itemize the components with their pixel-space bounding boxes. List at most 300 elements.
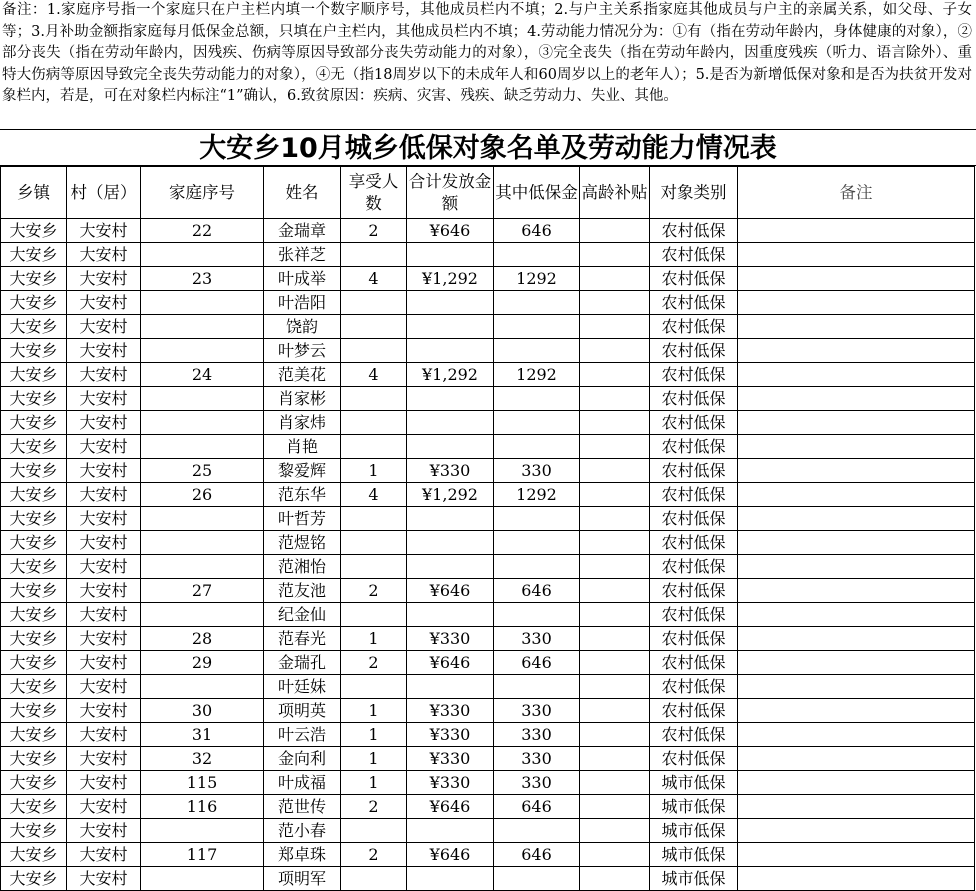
cell-town: 大安乡 (1, 483, 67, 507)
cell-category: 城市低保 (650, 771, 738, 795)
header-name: 姓名 (264, 167, 341, 219)
table-row (1, 267, 975, 291)
cell-dibao (494, 531, 580, 555)
header-town: 乡镇 (1, 167, 67, 219)
cell-elderly (580, 627, 650, 651)
table-row (1, 627, 975, 651)
cell-family-no (141, 387, 264, 411)
cell-dibao: 646 (494, 795, 580, 819)
cell-village: 大安村 (67, 771, 141, 795)
header-members: 享受人数 (341, 167, 407, 219)
table-row (1, 555, 975, 579)
cell-dibao: 1292 (494, 363, 580, 387)
table-row (1, 603, 975, 627)
table-row (1, 843, 975, 867)
cell-members (341, 243, 407, 267)
cell-members: 1 (341, 771, 407, 795)
cell-elderly (580, 699, 650, 723)
cell-category: 农村低保 (650, 483, 738, 507)
cell-family-no: 28 (141, 627, 264, 651)
cell-members: 2 (341, 795, 407, 819)
cell-village: 大安村 (67, 507, 141, 531)
cell-village: 大安村 (67, 627, 141, 651)
cell-name: 黎爱辉 (264, 459, 341, 483)
cell-members: 2 (341, 219, 407, 243)
cell-members: 1 (341, 747, 407, 771)
cell-village: 大安村 (67, 411, 141, 435)
cell-village: 大安村 (67, 747, 141, 771)
cell-village: 大安村 (67, 555, 141, 579)
cell-family-no (141, 315, 264, 339)
cell-members (341, 555, 407, 579)
header-category: 对象类别 (650, 167, 738, 219)
cell-remark (738, 819, 975, 843)
cell-category: 农村低保 (650, 627, 738, 651)
cell-town: 大安乡 (1, 219, 67, 243)
cell-dibao: 646 (494, 651, 580, 675)
cell-total (407, 507, 494, 531)
cell-category: 城市低保 (650, 843, 738, 867)
cell-family-no (141, 531, 264, 555)
cell-total: ¥330 (407, 627, 494, 651)
cell-total: ¥330 (407, 747, 494, 771)
cell-dibao: 330 (494, 747, 580, 771)
cell-dibao: 330 (494, 771, 580, 795)
cell-remark (738, 339, 975, 363)
cell-village: 大安村 (67, 675, 141, 699)
cell-village: 大安村 (67, 867, 141, 891)
cell-family-no: 25 (141, 459, 264, 483)
cell-town: 大安乡 (1, 459, 67, 483)
table-row (1, 507, 975, 531)
cell-family-no (141, 339, 264, 363)
cell-category: 城市低保 (650, 795, 738, 819)
cell-name: 肖家炜 (264, 411, 341, 435)
cell-town: 大安乡 (1, 339, 67, 363)
cell-total (407, 315, 494, 339)
cell-name: 叶浩阳 (264, 291, 341, 315)
cell-elderly (580, 819, 650, 843)
cell-dibao (494, 867, 580, 891)
cell-category: 农村低保 (650, 219, 738, 243)
cell-total (407, 435, 494, 459)
cell-members (341, 603, 407, 627)
cell-total: ¥1,292 (407, 267, 494, 291)
table-row (1, 387, 975, 411)
cell-town: 大安乡 (1, 747, 67, 771)
cell-remark (738, 867, 975, 891)
cell-family-no: 23 (141, 267, 264, 291)
cell-remark (738, 291, 975, 315)
cell-total: ¥330 (407, 771, 494, 795)
cell-elderly (580, 243, 650, 267)
cell-town: 大安乡 (1, 795, 67, 819)
cell-village: 大安村 (67, 483, 141, 507)
cell-town: 大安乡 (1, 411, 67, 435)
cell-category: 农村低保 (650, 723, 738, 747)
cell-dibao (494, 603, 580, 627)
cell-town: 大安乡 (1, 435, 67, 459)
table-row (1, 723, 975, 747)
cell-elderly (580, 795, 650, 819)
cell-town: 大安乡 (1, 603, 67, 627)
cell-members: 2 (341, 843, 407, 867)
cell-remark (738, 267, 975, 291)
cell-remark (738, 219, 975, 243)
cell-village: 大安村 (67, 339, 141, 363)
cell-town: 大安乡 (1, 699, 67, 723)
table-row (1, 579, 975, 603)
cell-dibao: 646 (494, 843, 580, 867)
cell-name: 范春光 (264, 627, 341, 651)
cell-remark (738, 315, 975, 339)
cell-remark (738, 723, 975, 747)
table-row (1, 795, 975, 819)
cell-elderly (580, 723, 650, 747)
cell-category: 农村低保 (650, 387, 738, 411)
cell-members (341, 387, 407, 411)
cell-category: 农村低保 (650, 363, 738, 387)
cell-name: 范友池 (264, 579, 341, 603)
table-row (1, 219, 975, 243)
cell-remark (738, 771, 975, 795)
cell-dibao (494, 819, 580, 843)
cell-members: 1 (341, 723, 407, 747)
header-dibao: 其中低保金 (494, 167, 580, 219)
cell-town: 大安乡 (1, 291, 67, 315)
cell-village: 大安村 (67, 267, 141, 291)
cell-dibao (494, 555, 580, 579)
header-remark: 备注 (738, 167, 975, 219)
cell-dibao (494, 315, 580, 339)
cell-name: 范美花 (264, 363, 341, 387)
cell-elderly (580, 651, 650, 675)
table-row (1, 483, 975, 507)
cell-family-no (141, 243, 264, 267)
cell-name: 范小春 (264, 819, 341, 843)
roster-table (0, 166, 975, 891)
cell-category: 农村低保 (650, 603, 738, 627)
cell-remark (738, 747, 975, 771)
cell-town: 大安乡 (1, 267, 67, 291)
cell-dibao: 1292 (494, 483, 580, 507)
cell-dibao (494, 291, 580, 315)
table-row (1, 339, 975, 363)
header-family-no: 家庭序号 (141, 167, 264, 219)
cell-members (341, 507, 407, 531)
table-row (1, 651, 975, 675)
table-row (1, 819, 975, 843)
cell-elderly (580, 603, 650, 627)
cell-village: 大安村 (67, 651, 141, 675)
cell-category: 城市低保 (650, 867, 738, 891)
cell-total: ¥1,292 (407, 363, 494, 387)
cell-remark (738, 363, 975, 387)
cell-dibao: 330 (494, 723, 580, 747)
cell-name: 张祥芝 (264, 243, 341, 267)
cell-village: 大安村 (67, 531, 141, 555)
cell-members (341, 819, 407, 843)
cell-dibao (494, 435, 580, 459)
table-row (1, 747, 975, 771)
cell-total: ¥646 (407, 579, 494, 603)
cell-family-no: 117 (141, 843, 264, 867)
cell-remark (738, 627, 975, 651)
cell-dibao: 330 (494, 459, 580, 483)
cell-family-no (141, 507, 264, 531)
cell-family-no (141, 675, 264, 699)
cell-elderly (580, 675, 650, 699)
cell-category: 农村低保 (650, 651, 738, 675)
cell-name: 郑卓珠 (264, 843, 341, 867)
cell-members: 2 (341, 651, 407, 675)
cell-members: 1 (341, 459, 407, 483)
cell-category: 城市低保 (650, 819, 738, 843)
cell-elderly (580, 387, 650, 411)
cell-elderly (580, 291, 650, 315)
cell-elderly (580, 579, 650, 603)
cell-remark (738, 795, 975, 819)
header-row (1, 167, 975, 219)
cell-total (407, 531, 494, 555)
cell-category: 农村低保 (650, 675, 738, 699)
cell-village: 大安村 (67, 291, 141, 315)
cell-remark (738, 843, 975, 867)
cell-dibao (494, 243, 580, 267)
cell-total: ¥646 (407, 843, 494, 867)
cell-category: 农村低保 (650, 507, 738, 531)
cell-remark (738, 651, 975, 675)
page-title: 大安乡10月城乡低保对象名单及劳动能力情况表 (0, 129, 976, 166)
cell-remark (738, 243, 975, 267)
cell-remark (738, 507, 975, 531)
cell-total (407, 603, 494, 627)
cell-village: 大安村 (67, 795, 141, 819)
cell-village: 大安村 (67, 699, 141, 723)
cell-town: 大安乡 (1, 651, 67, 675)
cell-family-no: 27 (141, 579, 264, 603)
cell-name: 金瑞章 (264, 219, 341, 243)
cell-family-no (141, 819, 264, 843)
cell-town: 大安乡 (1, 507, 67, 531)
cell-town: 大安乡 (1, 555, 67, 579)
cell-village: 大安村 (67, 387, 141, 411)
cell-name: 项明英 (264, 699, 341, 723)
cell-town: 大安乡 (1, 387, 67, 411)
cell-category: 农村低保 (650, 243, 738, 267)
table-row (1, 243, 975, 267)
cell-category: 农村低保 (650, 747, 738, 771)
cell-town: 大安乡 (1, 675, 67, 699)
cell-town: 大安乡 (1, 531, 67, 555)
cell-town: 大安乡 (1, 579, 67, 603)
cell-family-no (141, 867, 264, 891)
cell-total: ¥330 (407, 723, 494, 747)
cell-family-no: 22 (141, 219, 264, 243)
cell-members (341, 675, 407, 699)
cell-family-no: 116 (141, 795, 264, 819)
cell-town: 大安乡 (1, 243, 67, 267)
table-row (1, 531, 975, 555)
cell-members: 2 (341, 579, 407, 603)
table-row (1, 699, 975, 723)
table-body (1, 219, 975, 891)
cell-category: 农村低保 (650, 579, 738, 603)
cell-category: 农村低保 (650, 315, 738, 339)
cell-name: 叶哲芳 (264, 507, 341, 531)
cell-family-no (141, 291, 264, 315)
cell-name: 金向利 (264, 747, 341, 771)
cell-total: ¥646 (407, 651, 494, 675)
cell-category: 农村低保 (650, 699, 738, 723)
cell-elderly (580, 315, 650, 339)
table-row (1, 771, 975, 795)
cell-name: 金瑞孔 (264, 651, 341, 675)
cell-family-no (141, 555, 264, 579)
cell-name: 叶成福 (264, 771, 341, 795)
table-row (1, 435, 975, 459)
cell-members (341, 531, 407, 555)
cell-category: 农村低保 (650, 555, 738, 579)
cell-total (407, 555, 494, 579)
cell-elderly (580, 435, 650, 459)
cell-name: 范湘怡 (264, 555, 341, 579)
cell-dibao (494, 675, 580, 699)
cell-village: 大安村 (67, 315, 141, 339)
cell-family-no: 24 (141, 363, 264, 387)
cell-town: 大安乡 (1, 363, 67, 387)
cell-total (407, 819, 494, 843)
cell-family-no: 26 (141, 483, 264, 507)
cell-family-no: 29 (141, 651, 264, 675)
cell-remark (738, 579, 975, 603)
cell-dibao: 646 (494, 219, 580, 243)
cell-dibao (494, 507, 580, 531)
cell-total (407, 243, 494, 267)
cell-name: 纪金仙 (264, 603, 341, 627)
cell-elderly (580, 507, 650, 531)
cell-members (341, 435, 407, 459)
cell-village: 大安村 (67, 459, 141, 483)
cell-remark (738, 459, 975, 483)
cell-elderly (580, 363, 650, 387)
cell-total (407, 411, 494, 435)
note-text: 备注：1.家庭序号指一个家庭只在户主栏内填一个数字顺序号，其他成员栏内不填；2.与户主关系指家庭其他成员与户主的亲属关系，如父母、子女等；3.月补助金额指家庭每月低保金总额，只填在户主栏内，其他成员栏内不填；4.劳动能力情况分为：①有（指在劳动年龄内，身体健康的对象），②部分丧失（指在劳动年龄内，因残疾、伤病等原因导致部分丧失劳动能力的对象），③完全丧失（指在劳动年龄内，因重度残疾（听力、语言除外）、重特大伤病等原因导致完全丧失劳动能力的对象），④无（指18周岁以下的未成年人和60周岁以上的老年人）；5.是否为新增低保对象和是否为扶贫开发对象栏内，若是，可在对象栏内标注“1”确认，6.致贫原因：疾病、灾害、残疾、缺乏劳动力、失业、其他。 (2, 2, 972, 104)
cell-remark (738, 603, 975, 627)
cell-village: 大安村 (67, 579, 141, 603)
cell-family-no: 115 (141, 771, 264, 795)
table-row (1, 867, 975, 891)
cell-village: 大安村 (67, 819, 141, 843)
cell-total (407, 867, 494, 891)
cell-category: 农村低保 (650, 339, 738, 363)
header-total: 合计发放金额 (407, 167, 494, 219)
cell-total (407, 675, 494, 699)
cell-members (341, 867, 407, 891)
cell-elderly (580, 747, 650, 771)
cell-elderly (580, 267, 650, 291)
table-row (1, 411, 975, 435)
cell-dibao: 330 (494, 699, 580, 723)
cell-category: 农村低保 (650, 411, 738, 435)
cell-remark (738, 675, 975, 699)
cell-village: 大安村 (67, 603, 141, 627)
table-row (1, 459, 975, 483)
cell-family-no (141, 435, 264, 459)
cell-dibao: 646 (494, 579, 580, 603)
cell-name: 叶云浩 (264, 723, 341, 747)
header-village: 村（居） (67, 167, 141, 219)
cell-town: 大安乡 (1, 315, 67, 339)
cell-dibao: 1292 (494, 267, 580, 291)
cell-category: 农村低保 (650, 459, 738, 483)
cell-members: 4 (341, 363, 407, 387)
cell-town: 大安乡 (1, 819, 67, 843)
cell-category: 农村低保 (650, 291, 738, 315)
cell-members (341, 339, 407, 363)
cell-elderly (580, 411, 650, 435)
cell-elderly (580, 531, 650, 555)
cell-elderly (580, 483, 650, 507)
cell-total (407, 339, 494, 363)
cell-total (407, 291, 494, 315)
cell-town: 大安乡 (1, 867, 67, 891)
cell-category: 农村低保 (650, 531, 738, 555)
cell-elderly (580, 459, 650, 483)
table-row (1, 291, 975, 315)
cell-members: 4 (341, 267, 407, 291)
cell-elderly (580, 771, 650, 795)
cell-elderly (580, 867, 650, 891)
cell-village: 大安村 (67, 219, 141, 243)
cell-village: 大安村 (67, 843, 141, 867)
cell-village: 大安村 (67, 243, 141, 267)
cell-name: 叶梦云 (264, 339, 341, 363)
cell-name: 范东华 (264, 483, 341, 507)
cell-members (341, 411, 407, 435)
cell-elderly (580, 555, 650, 579)
cell-total: ¥330 (407, 459, 494, 483)
cell-members: 1 (341, 699, 407, 723)
cell-remark (738, 531, 975, 555)
cell-family-no (141, 411, 264, 435)
cell-remark (738, 483, 975, 507)
cell-dibao: 330 (494, 627, 580, 651)
cell-town: 大安乡 (1, 627, 67, 651)
cell-dibao (494, 411, 580, 435)
cell-name: 肖艳 (264, 435, 341, 459)
cell-elderly (580, 219, 650, 243)
table-row (1, 675, 975, 699)
cell-name: 范煜铭 (264, 531, 341, 555)
cell-dibao (494, 387, 580, 411)
cell-village: 大安村 (67, 723, 141, 747)
cell-category: 农村低保 (650, 267, 738, 291)
cell-family-no: 30 (141, 699, 264, 723)
cell-members: 4 (341, 483, 407, 507)
header-elderly: 高龄补贴 (580, 167, 650, 219)
cell-name: 范世传 (264, 795, 341, 819)
table-row (1, 315, 975, 339)
cell-name: 肖家彬 (264, 387, 341, 411)
cell-total: ¥330 (407, 699, 494, 723)
cell-family-no: 32 (141, 747, 264, 771)
cell-total: ¥646 (407, 219, 494, 243)
cell-family-no (141, 603, 264, 627)
cell-total: ¥1,292 (407, 483, 494, 507)
cell-family-no: 31 (141, 723, 264, 747)
cell-name: 饶韵 (264, 315, 341, 339)
